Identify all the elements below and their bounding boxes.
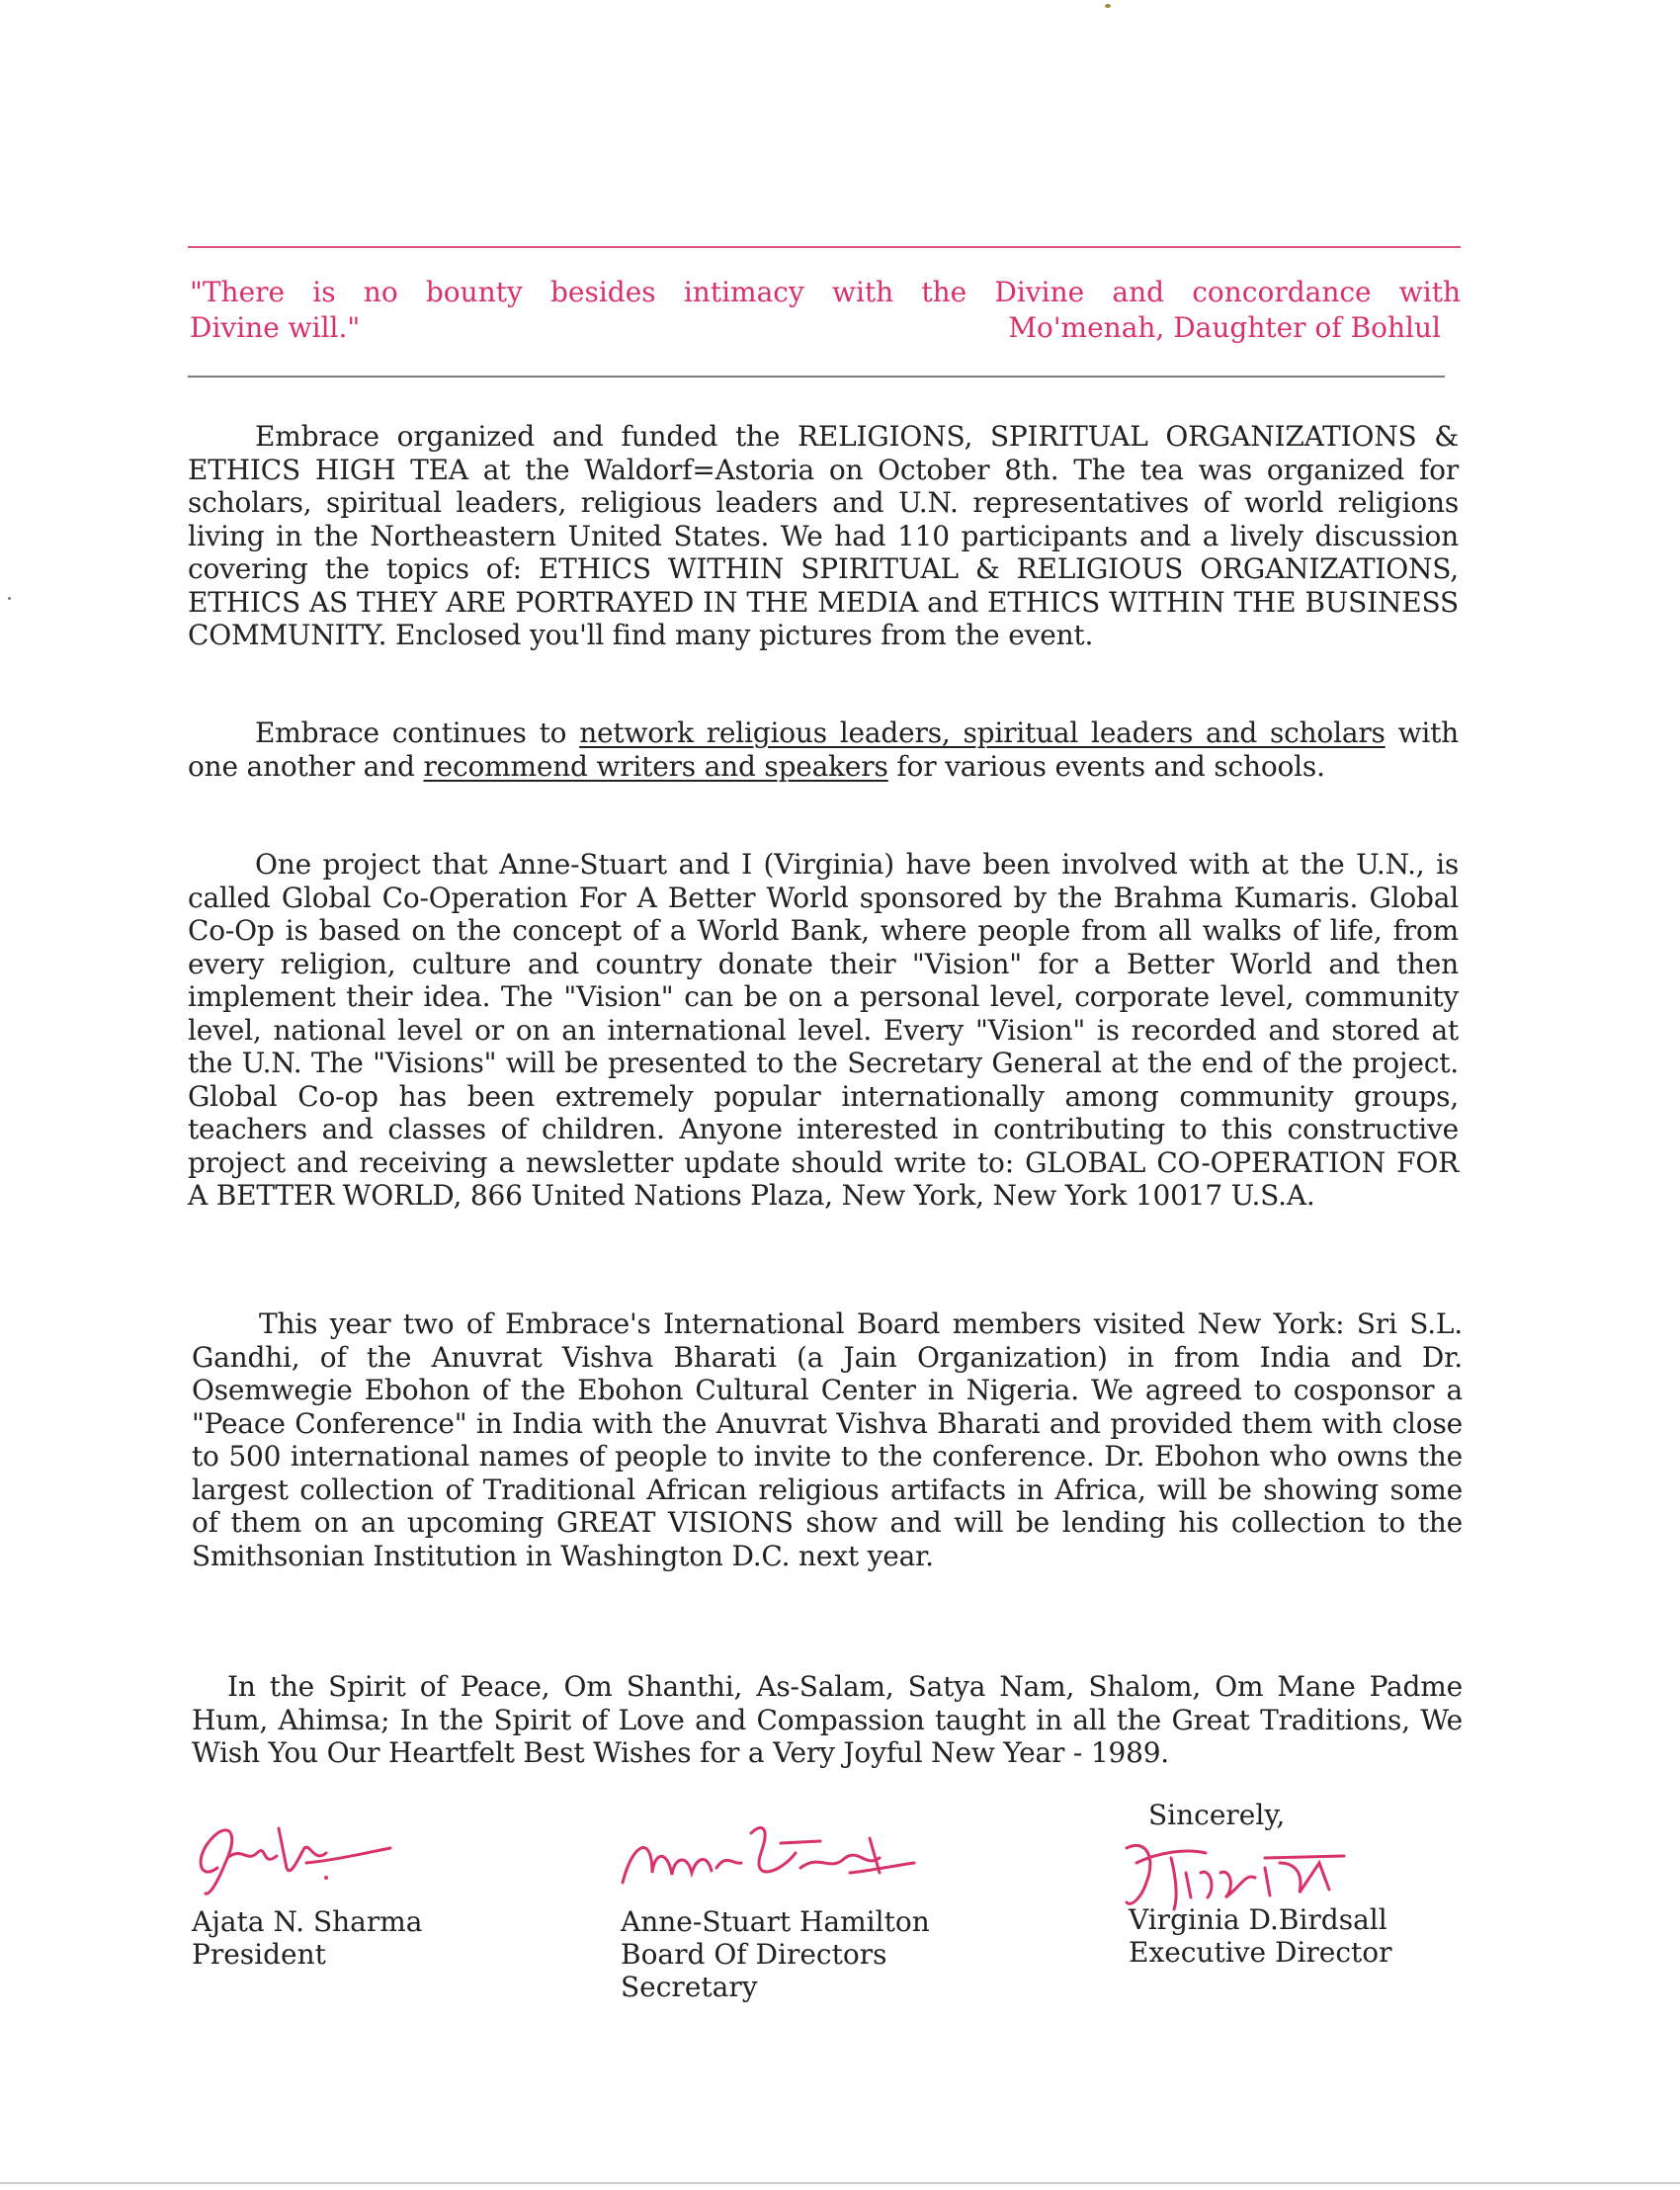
paragraph-board-members-text: This year two of Embrace's International Board members visited New York: Sri S.L. Gandhi, of the Anuvrat Vishva Bharati (a Jain Organization) in from India and Dr. Osemwegie Ebohon of the Ebohon Cultural Center in Nigeria. We agreed to cosponsor a "Peace Conference" in India with the Anuvrat Vishva Bharati and provided them with close to 500 international names of people to invite to the conference. Dr. Ebohon who owns the largest collection of Traditional African religious artifacts in Africa, will be showing some of them on an upcoming GREAT VISIONS show and will be lending his collection to the Smithsonian Institution in Washington D.C. next year.: [192, 1307, 1463, 1572]
paragraph-network-text-b: with one another and: [188, 716, 1459, 783]
paragraph-network-text-c: for various events and schools.: [896, 749, 1325, 783]
signatory-name: Ajata N. Sharma: [192, 1905, 423, 1938]
paragraph-network: [188, 716, 1459, 783]
signature-ajata: [188, 1809, 395, 1897]
signatory-name: Virginia D.Birdsall: [1129, 1903, 1387, 1936]
signatory-title: Board Of Directors: [621, 1938, 887, 1971]
paragraph-global-coop-text: One project that Anne-Stuart and I (Virginia) have been involved with at the U.N., is called Global Co-Operation For A Better World sponsored by the Brahma Kumaris. Global Co-Op is based on the concept of a World Bank, where people from all walks of life, from every religion, culture and country donate their "Vision" for a Better World and then implement their idea. The "Vision" can be on a personal level, corporate level, community level, national level or on an international level. Every "Vision" is recorded and stored at the U.N. The "Visions" will be presented to the Secretary General at the end of the project. Global Co-op has been extremely popular internationally among community groups, teachers and classes of children. Anyone interested in contributing to this constructive project and receiving a newsletter update should write to: GLOBAL CO-OPERATION FOR A BETTER WORLD, 866 United Nations Plaza, New York, New York 10017 U.S.A.: [188, 848, 1459, 1212]
paragraph-greetings: [192, 1670, 1463, 1770]
paragraph-global-coop: [188, 848, 1459, 1213]
closing-sincerely: Sincerely,: [1148, 1799, 1286, 1831]
quote-line-2: Divine will.": [190, 311, 361, 344]
paragraph-high-tea: [188, 420, 1459, 652]
signatory-ajata: [192, 1905, 423, 1971]
signatory-anne-stuart: [621, 1905, 930, 2003]
paragraph-network-text-a: Embrace continues to: [255, 716, 567, 749]
paragraph-board-members: [192, 1307, 1463, 1572]
quote-line-1: "There is no bounty besides intimacy with the Divine and concordance with: [190, 276, 1461, 308]
signatory-title-2: Secretary: [621, 1971, 758, 2003]
top-divider: [188, 246, 1461, 248]
signature-anne-stuart: [613, 1813, 919, 1902]
quote-attribution: Mo'menah, Daughter of Bohlul: [1008, 311, 1441, 344]
paragraph-high-tea-text: Embrace organized and funded the RELIGIONS, SPIRITUAL ORGANIZATIONS & ETHICS HIGH TEA at the Waldorf=Astoria on October 8th. The tea was organized for scholars, spiritual leaders, religious leaders and U.N. representatives of world religions living in the Northeastern United States. We had 110 participants and a lively discussion covering the topics of: ETHICS WITHIN SPIRITUAL & RELIGIOUS ORGANIZATIONS, ETHICS AS THEY ARE PORTRAYED IN THE MEDIA and ETHICS WITHIN THE BUSINESS COMMUNITY. Enclosed you'll find many pictures from the event.: [188, 420, 1459, 651]
underlined-network-phrase: network religious leaders, spiritual leaders and scholars: [579, 716, 1386, 749]
paragraph-greetings-text: In the Spirit of Peace, Om Shanthi, As-Salam, Satya Nam, Shalom, Om Mane Padme Hum, Ahimsa; In the Spirit of Love and Compassion taught in all the Great Traditions, We Wish You Our Heartfelt Best Wishes for a Very Joyful New Year - 1989.: [192, 1670, 1463, 1769]
scan-speck: [0, 2182, 1680, 2184]
underlined-recommend-phrase: recommend writers and speakers: [423, 749, 888, 783]
signatory-title: Executive Director: [1129, 1936, 1392, 1969]
header-quote: [190, 275, 1461, 346]
signatory-title: President: [192, 1938, 326, 1971]
signatory-name: Anne-Stuart Hamilton: [621, 1905, 930, 1938]
quote-divider: [188, 376, 1445, 378]
scan-speck: [8, 597, 11, 600]
scan-speck: [1105, 4, 1111, 8]
signatory-virginia: [1129, 1903, 1392, 1969]
